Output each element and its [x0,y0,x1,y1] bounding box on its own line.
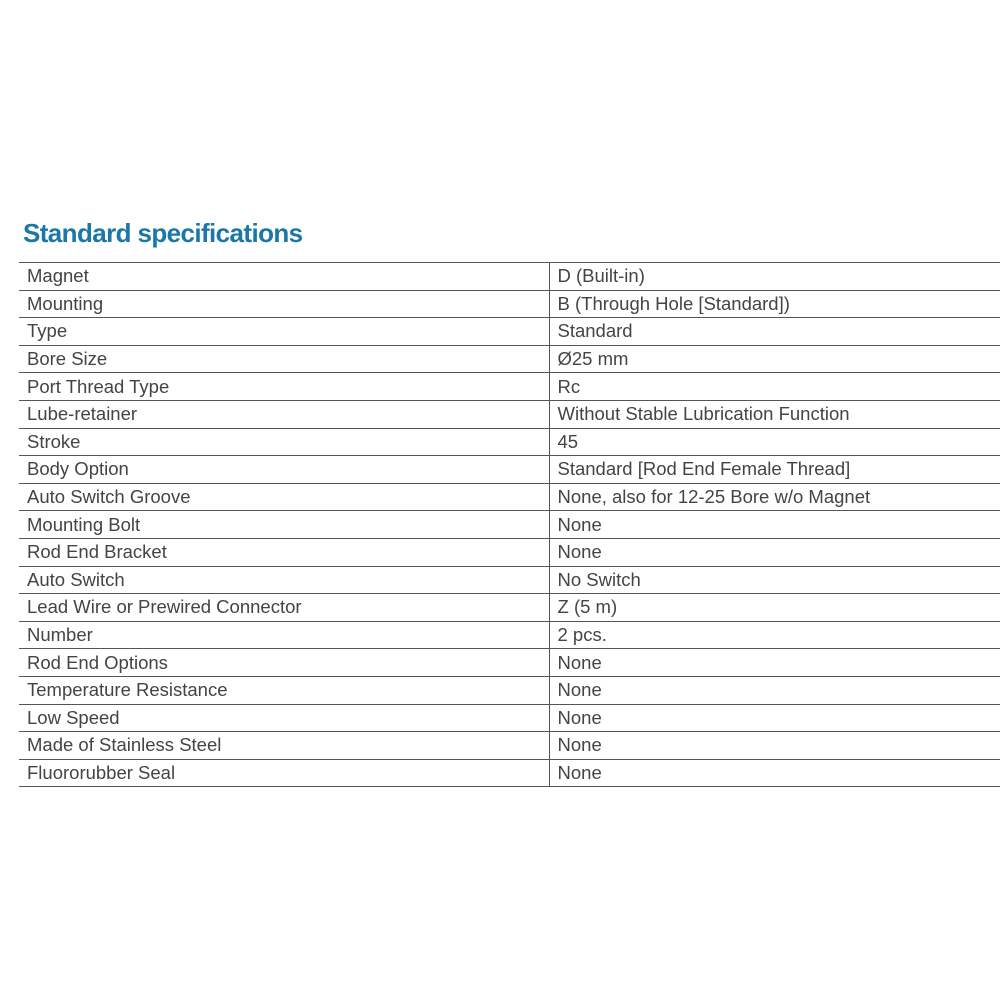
table-row [19,621,1000,649]
spec-value: Ø25 mm [549,345,1000,373]
spec-label: Stroke [19,428,549,456]
spec-value: D (Built-in) [549,263,1000,291]
spec-value: None, also for 12-25 Bore w/o Magnet [549,483,1000,511]
spec-value: Without Stable Lubrication Function [549,400,1000,428]
table-row [19,566,1000,594]
table-row [19,318,1000,346]
spec-value: No Switch [549,566,1000,594]
table-row [19,676,1000,704]
table-row [19,428,1000,456]
spec-value: None [549,511,1000,539]
spec-label: Fluororubber Seal [19,759,549,787]
spec-label: Rod End Bracket [19,538,549,566]
spec-label: Magnet [19,263,549,291]
spec-label: Lead Wire or Prewired Connector [19,594,549,622]
spec-label: Bore Size [19,345,549,373]
spec-label: Auto Switch [19,566,549,594]
table-row [19,759,1000,787]
spec-label: Rod End Options [19,649,549,677]
spec-label: Made of Stainless Steel [19,732,549,760]
spec-value: Rc [549,373,1000,401]
spec-value: None [549,649,1000,677]
spec-value: None [549,759,1000,787]
spec-label: Type [19,318,549,346]
table-row [19,263,1000,291]
spec-label: Temperature Resistance [19,676,549,704]
spec-label: Port Thread Type [19,373,549,401]
table-row [19,732,1000,760]
spec-label: Number [19,621,549,649]
spec-table-body [19,263,1000,787]
table-row [19,345,1000,373]
spec-label: Lube-retainer [19,400,549,428]
spec-value: 45 [549,428,1000,456]
spec-label: Body Option [19,456,549,484]
spec-value: None [549,732,1000,760]
spec-value: Standard [549,318,1000,346]
table-row [19,456,1000,484]
page-title: Standard specifications [23,218,303,248]
spec-table [19,262,1000,787]
spec-label: Auto Switch Groove [19,483,549,511]
table-row [19,483,1000,511]
spec-label: Low Speed [19,704,549,732]
spec-value: Standard [Rod End Female Thread] [549,456,1000,484]
spec-value: None [549,538,1000,566]
spec-label: Mounting [19,290,549,318]
table-row [19,290,1000,318]
table-row [19,400,1000,428]
table-row [19,511,1000,539]
table-row [19,649,1000,677]
spec-value: None [549,676,1000,704]
spec-value: Z (5 m) [549,594,1000,622]
spec-value: B (Through Hole [Standard]) [549,290,1000,318]
table-row [19,594,1000,622]
spec-label: Mounting Bolt [19,511,549,539]
table-row [19,704,1000,732]
table-row [19,538,1000,566]
spec-value: None [549,704,1000,732]
table-row [19,373,1000,401]
spec-value: 2 pcs. [549,621,1000,649]
